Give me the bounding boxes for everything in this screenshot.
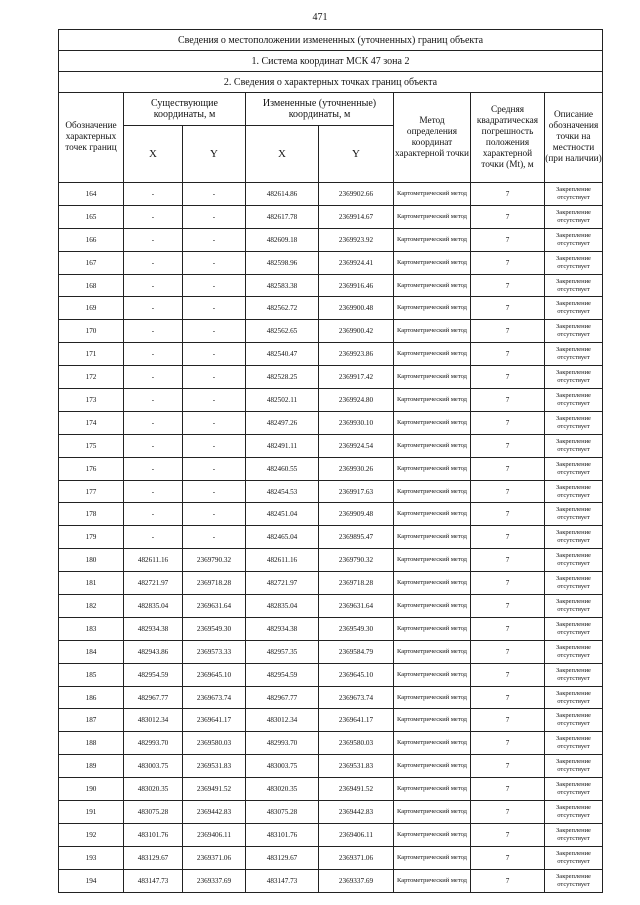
cell-description: Закрепление отсутствует (545, 617, 603, 640)
cell-method: Картометрический метод (394, 503, 471, 526)
cell-point: 185 (59, 663, 124, 686)
cell-accuracy: 7 (471, 205, 545, 228)
cell-changed-x: 483003.75 (246, 755, 319, 778)
table-row (59, 709, 603, 732)
cell-accuracy: 7 (471, 480, 545, 503)
header-method: Метод определения координат характерной точки (394, 93, 471, 183)
cell-changed-y: 2369924.41 (319, 251, 394, 274)
cell-accuracy: 7 (471, 869, 545, 892)
cell-description: Закрепление отсутствует (545, 480, 603, 503)
cell-point: 193 (59, 846, 124, 869)
cell-existing-x: 483012.34 (124, 709, 183, 732)
cell-description: Закрепление отсутствует (545, 251, 603, 274)
cell-existing-x: 482967.77 (124, 686, 183, 709)
cell-existing-y: - (183, 251, 246, 274)
cell-accuracy: 7 (471, 823, 545, 846)
cell-changed-x: 482502.11 (246, 389, 319, 412)
cell-description: Закрепление отсутствует (545, 366, 603, 389)
cell-description: Закрепление отсутствует (545, 801, 603, 824)
cell-changed-y: 2369491.52 (319, 778, 394, 801)
table-row (59, 663, 603, 686)
coordinate-system-title: 1. Система координат МСК 47 зона 2 (59, 51, 603, 72)
cell-changed-y: 2369442.83 (319, 801, 394, 824)
cell-existing-y: 2369718.28 (183, 572, 246, 595)
cell-description: Закрепление отсутствует (545, 411, 603, 434)
cell-description: Закрепление отсутствует (545, 572, 603, 595)
table-row (59, 526, 603, 549)
cell-point: 176 (59, 457, 124, 480)
cell-existing-x: - (124, 457, 183, 480)
cell-changed-y: 2369902.66 (319, 183, 394, 206)
cell-description: Закрепление отсутствует (545, 526, 603, 549)
table-row (59, 251, 603, 274)
cell-changed-x: 483129.67 (246, 846, 319, 869)
cell-accuracy: 7 (471, 457, 545, 480)
cell-changed-x: 482460.55 (246, 457, 319, 480)
cell-changed-x: 483147.73 (246, 869, 319, 892)
cell-point: 186 (59, 686, 124, 709)
cell-existing-y: - (183, 228, 246, 251)
cell-accuracy: 7 (471, 572, 545, 595)
cell-existing-y: - (183, 205, 246, 228)
cell-method: Картометрический метод (394, 801, 471, 824)
table-row (59, 205, 603, 228)
header-existing-y: Y (183, 126, 246, 183)
table-row (59, 366, 603, 389)
cell-accuracy: 7 (471, 595, 545, 618)
cell-description: Закрепление отсутствует (545, 457, 603, 480)
cell-point: 187 (59, 709, 124, 732)
cell-existing-x: - (124, 389, 183, 412)
cell-changed-x: 482835.04 (246, 595, 319, 618)
cell-accuracy: 7 (471, 549, 545, 572)
table-row (59, 297, 603, 320)
cell-method: Картометрический метод (394, 434, 471, 457)
cell-existing-x: 482993.70 (124, 732, 183, 755)
cell-method: Картометрический метод (394, 617, 471, 640)
cell-accuracy: 7 (471, 343, 545, 366)
cell-changed-x: 482454.53 (246, 480, 319, 503)
cell-changed-y: 2369930.26 (319, 457, 394, 480)
table-body (59, 183, 603, 893)
cell-point: 190 (59, 778, 124, 801)
cell-existing-y: - (183, 411, 246, 434)
cell-existing-x: - (124, 297, 183, 320)
cell-changed-x: 482609.18 (246, 228, 319, 251)
cell-changed-y: 2369631.64 (319, 595, 394, 618)
table-row (59, 320, 603, 343)
cell-existing-x: - (124, 251, 183, 274)
cell-changed-y: 2369917.63 (319, 480, 394, 503)
header-accuracy: Средняя квадратическая погрешность положения характерной точки (Mt), м (471, 93, 545, 183)
cell-changed-y: 2369645.10 (319, 663, 394, 686)
cell-method: Картометрический метод (394, 297, 471, 320)
cell-point: 180 (59, 549, 124, 572)
cell-existing-y: 2369371.06 (183, 846, 246, 869)
table-row (59, 572, 603, 595)
cell-description: Закрепление отсутствует (545, 595, 603, 618)
cell-existing-y: - (183, 274, 246, 297)
table-row (59, 343, 603, 366)
cell-changed-y: 2369549.30 (319, 617, 394, 640)
cell-point: 184 (59, 640, 124, 663)
cell-changed-y: 2369909.48 (319, 503, 394, 526)
cell-existing-y: 2369645.10 (183, 663, 246, 686)
cell-existing-x: 483020.35 (124, 778, 183, 801)
cell-existing-x: - (124, 183, 183, 206)
table-row (59, 869, 603, 892)
table-row (59, 778, 603, 801)
cell-existing-y: 2369631.64 (183, 595, 246, 618)
cell-point: 174 (59, 411, 124, 434)
cell-changed-y: 2369718.28 (319, 572, 394, 595)
cell-method: Картометрический метод (394, 778, 471, 801)
cell-changed-y: 2369584.79 (319, 640, 394, 663)
cell-description: Закрепление отсутствует (545, 709, 603, 732)
cell-method: Картометрический метод (394, 205, 471, 228)
cell-existing-x: - (124, 434, 183, 457)
cell-existing-x: - (124, 366, 183, 389)
cell-method: Картометрический метод (394, 480, 471, 503)
cell-point: 171 (59, 343, 124, 366)
cell-existing-y: - (183, 297, 246, 320)
cell-changed-x: 482954.59 (246, 663, 319, 686)
cell-point: 189 (59, 755, 124, 778)
cell-point: 175 (59, 434, 124, 457)
cell-existing-x: 483003.75 (124, 755, 183, 778)
header-existing-x: X (124, 126, 183, 183)
cell-method: Картометрический метод (394, 686, 471, 709)
table-row (59, 183, 603, 206)
cell-existing-x: - (124, 526, 183, 549)
cell-existing-x: 483147.73 (124, 869, 183, 892)
cell-accuracy: 7 (471, 503, 545, 526)
cell-existing-x: 482835.04 (124, 595, 183, 618)
cell-accuracy: 7 (471, 640, 545, 663)
cell-accuracy: 7 (471, 778, 545, 801)
cell-method: Картометрический метод (394, 320, 471, 343)
table-row (59, 755, 603, 778)
cell-description: Закрепление отсутствует (545, 640, 603, 663)
cell-accuracy: 7 (471, 320, 545, 343)
cell-changed-x: 482598.96 (246, 251, 319, 274)
cell-method: Картометрический метод (394, 274, 471, 297)
cell-accuracy: 7 (471, 411, 545, 434)
cell-existing-x: - (124, 480, 183, 503)
cell-method: Картометрический метод (394, 183, 471, 206)
cell-point: 164 (59, 183, 124, 206)
cell-changed-y: 2369917.42 (319, 366, 394, 389)
cell-description: Закрепление отсутствует (545, 434, 603, 457)
cell-accuracy: 7 (471, 732, 545, 755)
cell-existing-x: 482954.59 (124, 663, 183, 686)
cell-description: Закрепление отсутствует (545, 869, 603, 892)
cell-point: 183 (59, 617, 124, 640)
cell-changed-y: 2369900.42 (319, 320, 394, 343)
cell-existing-x: 483129.67 (124, 846, 183, 869)
cell-method: Картометрический метод (394, 572, 471, 595)
cell-point: 170 (59, 320, 124, 343)
cell-existing-x: - (124, 503, 183, 526)
cell-changed-y: 2369924.80 (319, 389, 394, 412)
cell-method: Картометрический метод (394, 595, 471, 618)
cell-changed-x: 482721.97 (246, 572, 319, 595)
header-changed-x: X (246, 126, 319, 183)
cell-existing-x: - (124, 320, 183, 343)
cell-existing-y: 2369673.74 (183, 686, 246, 709)
cell-accuracy: 7 (471, 434, 545, 457)
cell-description: Закрепление отсутствует (545, 755, 603, 778)
table-row (59, 686, 603, 709)
cell-existing-y: 2369491.52 (183, 778, 246, 801)
cell-existing-y: - (183, 480, 246, 503)
header-existing-coordinates: Существующие координаты, м (124, 93, 246, 126)
section-title: 2. Сведения о характерных точках границ объекта (59, 72, 603, 93)
cell-method: Картометрический метод (394, 228, 471, 251)
cell-point: 191 (59, 801, 124, 824)
cell-description: Закрепление отсутствует (545, 732, 603, 755)
boundary-points-table (58, 29, 603, 893)
cell-changed-x: 482957.35 (246, 640, 319, 663)
cell-accuracy: 7 (471, 617, 545, 640)
cell-changed-x: 482562.65 (246, 320, 319, 343)
cell-point: 168 (59, 274, 124, 297)
cell-point: 188 (59, 732, 124, 755)
cell-existing-y: 2369641.17 (183, 709, 246, 732)
cell-changed-y: 2369924.54 (319, 434, 394, 457)
cell-existing-x: 483075.28 (124, 801, 183, 824)
cell-description: Закрепление отсутствует (545, 663, 603, 686)
header-point: Обозначение характерных точек границ (59, 93, 124, 183)
cell-changed-x: 482617.78 (246, 205, 319, 228)
cell-description: Закрепление отсутствует (545, 503, 603, 526)
cell-existing-y: 2369337.69 (183, 869, 246, 892)
cell-description: Закрепление отсутствует (545, 228, 603, 251)
cell-existing-y: - (183, 434, 246, 457)
table-row (59, 640, 603, 663)
cell-point: 177 (59, 480, 124, 503)
table-row (59, 846, 603, 869)
cell-existing-y: - (183, 526, 246, 549)
cell-existing-y: 2369406.11 (183, 823, 246, 846)
cell-method: Картометрический метод (394, 823, 471, 846)
cell-accuracy: 7 (471, 846, 545, 869)
table-row (59, 823, 603, 846)
cell-point: 172 (59, 366, 124, 389)
table-row (59, 503, 603, 526)
cell-accuracy: 7 (471, 297, 545, 320)
cell-existing-y: - (183, 320, 246, 343)
cell-changed-x: 482528.25 (246, 366, 319, 389)
cell-description: Закрепление отсутствует (545, 778, 603, 801)
cell-existing-y: 2369573.33 (183, 640, 246, 663)
table-row (59, 434, 603, 457)
cell-changed-x: 482934.38 (246, 617, 319, 640)
cell-accuracy: 7 (471, 801, 545, 824)
table-row (59, 549, 603, 572)
cell-description: Закрепление отсутствует (545, 823, 603, 846)
cell-changed-y: 2369916.46 (319, 274, 394, 297)
cell-changed-x: 482611.16 (246, 549, 319, 572)
table-row (59, 801, 603, 824)
cell-changed-x: 483101.76 (246, 823, 319, 846)
cell-point: 179 (59, 526, 124, 549)
cell-changed-x: 483020.35 (246, 778, 319, 801)
cell-changed-x: 482583.38 (246, 274, 319, 297)
cell-existing-y: 2369531.83 (183, 755, 246, 778)
cell-changed-y: 2369337.69 (319, 869, 394, 892)
cell-description: Закрепление отсутствует (545, 205, 603, 228)
table-row (59, 457, 603, 480)
header-changed-coordinates: Измененные (уточненные) координаты, м (246, 93, 394, 126)
cell-method: Картометрический метод (394, 343, 471, 366)
cell-existing-y: 2369790.32 (183, 549, 246, 572)
cell-changed-x: 482451.04 (246, 503, 319, 526)
cell-description: Закрепление отсутствует (545, 549, 603, 572)
cell-changed-x: 483012.34 (246, 709, 319, 732)
cell-existing-x: 482721.97 (124, 572, 183, 595)
cell-existing-x: - (124, 343, 183, 366)
cell-existing-x: - (124, 205, 183, 228)
cell-existing-x: - (124, 411, 183, 434)
cell-changed-y: 2369790.32 (319, 549, 394, 572)
page-number: 471 (312, 12, 328, 23)
cell-changed-y: 2369930.10 (319, 411, 394, 434)
table-title: Сведения о местоположении измененных (уточненных) границ объекта (59, 30, 603, 51)
cell-point: 194 (59, 869, 124, 892)
cell-point: 182 (59, 595, 124, 618)
cell-accuracy: 7 (471, 686, 545, 709)
cell-changed-y: 2369923.86 (319, 343, 394, 366)
cell-method: Картометрический метод (394, 549, 471, 572)
cell-description: Закрепление отсутствует (545, 686, 603, 709)
cell-changed-y: 2369406.11 (319, 823, 394, 846)
cell-description: Закрепление отсутствует (545, 297, 603, 320)
cell-method: Картометрический метод (394, 663, 471, 686)
cell-method: Картометрический метод (394, 869, 471, 892)
cell-accuracy: 7 (471, 526, 545, 549)
cell-point: 178 (59, 503, 124, 526)
table-row (59, 617, 603, 640)
cell-existing-y: - (183, 503, 246, 526)
cell-existing-x: - (124, 228, 183, 251)
header-description: Описание обозначения точки на местности (при наличии) (545, 93, 603, 183)
cell-point: 165 (59, 205, 124, 228)
cell-changed-x: 482465.04 (246, 526, 319, 549)
table-row (59, 732, 603, 755)
cell-accuracy: 7 (471, 755, 545, 778)
cell-method: Картометрический метод (394, 251, 471, 274)
cell-point: 192 (59, 823, 124, 846)
cell-accuracy: 7 (471, 663, 545, 686)
cell-method: Картометрический метод (394, 389, 471, 412)
cell-existing-y: - (183, 389, 246, 412)
cell-description: Закрепление отсутствует (545, 320, 603, 343)
table-row (59, 228, 603, 251)
cell-changed-x: 482562.72 (246, 297, 319, 320)
cell-point: 166 (59, 228, 124, 251)
cell-existing-y: - (183, 457, 246, 480)
cell-accuracy: 7 (471, 389, 545, 412)
cell-method: Картометрический метод (394, 640, 471, 663)
cell-accuracy: 7 (471, 709, 545, 732)
cell-changed-x: 482614.86 (246, 183, 319, 206)
cell-description: Закрепление отсутствует (545, 389, 603, 412)
cell-existing-x: 482934.38 (124, 617, 183, 640)
cell-method: Картометрический метод (394, 709, 471, 732)
cell-description: Закрепление отсутствует (545, 343, 603, 366)
table-row (59, 274, 603, 297)
cell-changed-y: 2369923.92 (319, 228, 394, 251)
cell-method: Картометрический метод (394, 846, 471, 869)
cell-description: Закрепление отсутствует (545, 183, 603, 206)
cell-existing-y: 2369549.30 (183, 617, 246, 640)
cell-point: 181 (59, 572, 124, 595)
cell-existing-y: - (183, 183, 246, 206)
cell-description: Закрепление отсутствует (545, 846, 603, 869)
cell-changed-x: 482993.70 (246, 732, 319, 755)
cell-point: 169 (59, 297, 124, 320)
cell-changed-x: 483075.28 (246, 801, 319, 824)
cell-existing-x: - (124, 274, 183, 297)
cell-method: Картометрический метод (394, 755, 471, 778)
cell-changed-x: 482497.26 (246, 411, 319, 434)
cell-description: Закрепление отсутствует (545, 274, 603, 297)
cell-method: Картометрический метод (394, 526, 471, 549)
table-row (59, 595, 603, 618)
cell-changed-y: 2369914.67 (319, 205, 394, 228)
cell-changed-y: 2369895.47 (319, 526, 394, 549)
cell-existing-y: 2369580.03 (183, 732, 246, 755)
cell-method: Картометрический метод (394, 366, 471, 389)
cell-method: Картометрический метод (394, 457, 471, 480)
cell-changed-y: 2369641.17 (319, 709, 394, 732)
cell-accuracy: 7 (471, 183, 545, 206)
cell-method: Картометрический метод (394, 732, 471, 755)
table-row (59, 411, 603, 434)
cell-accuracy: 7 (471, 274, 545, 297)
cell-changed-y: 2369580.03 (319, 732, 394, 755)
cell-point: 173 (59, 389, 124, 412)
table-row (59, 480, 603, 503)
cell-changed-y: 2369531.83 (319, 755, 394, 778)
cell-existing-y: - (183, 343, 246, 366)
cell-changed-y: 2369673.74 (319, 686, 394, 709)
cell-existing-y: - (183, 366, 246, 389)
cell-accuracy: 7 (471, 366, 545, 389)
cell-changed-x: 482967.77 (246, 686, 319, 709)
cell-changed-y: 2369371.06 (319, 846, 394, 869)
cell-changed-x: 482491.11 (246, 434, 319, 457)
cell-accuracy: 7 (471, 251, 545, 274)
cell-existing-x: 482943.86 (124, 640, 183, 663)
cell-point: 167 (59, 251, 124, 274)
cell-accuracy: 7 (471, 228, 545, 251)
table-row (59, 389, 603, 412)
cell-method: Картометрический метод (394, 411, 471, 434)
header-changed-y: Y (319, 126, 394, 183)
cell-existing-x: 483101.76 (124, 823, 183, 846)
cell-existing-x: 482611.16 (124, 549, 183, 572)
cell-changed-x: 482540.47 (246, 343, 319, 366)
cell-existing-y: 2369442.83 (183, 801, 246, 824)
cell-changed-y: 2369900.48 (319, 297, 394, 320)
